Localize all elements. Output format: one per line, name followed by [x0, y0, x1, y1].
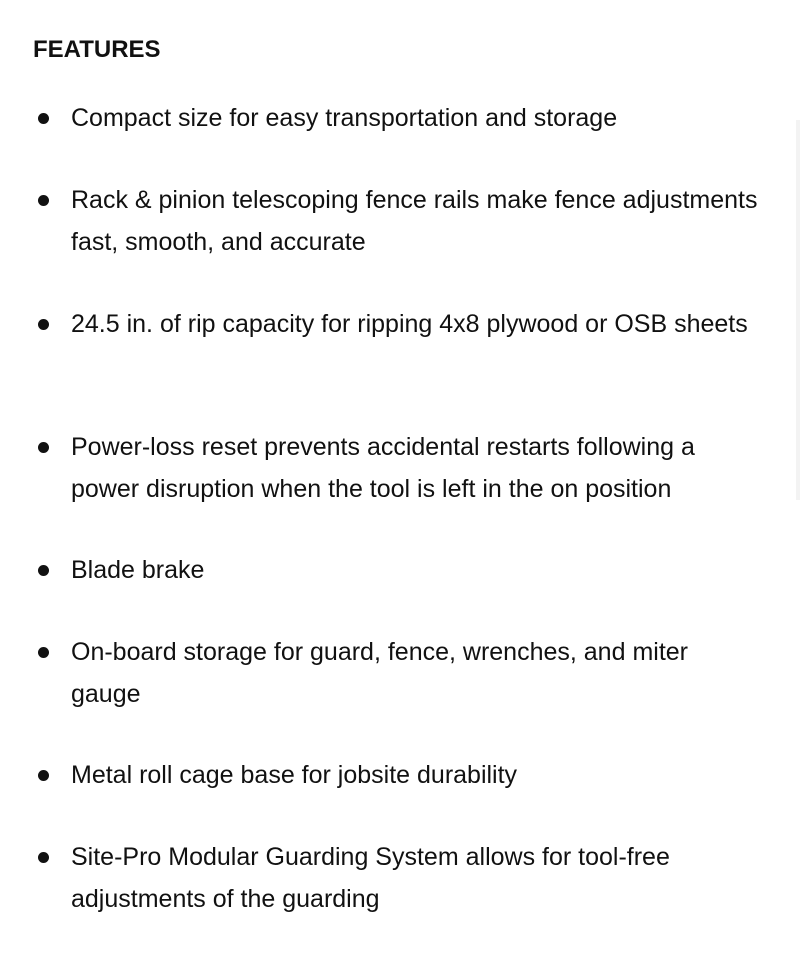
bullet-icon — [38, 565, 49, 576]
bullet-icon — [38, 113, 49, 124]
section-title: FEATURES — [33, 36, 161, 63]
bullet-icon — [38, 770, 49, 781]
feature-text: Blade brake — [71, 556, 205, 584]
bullet-icon — [38, 442, 49, 453]
feature-text: On-board storage for guard, fence, wrenches, and miter gauge — [71, 638, 688, 708]
bullet-icon — [38, 852, 49, 863]
feature-text: Rack & pinion telescoping fence rails make fence adjustments fast, smooth, and accurate — [71, 186, 758, 256]
bullet-icon — [38, 319, 49, 330]
feature-text: Power-loss reset prevents accidental restarts following a power disruption when the tool is left in the on position — [71, 433, 695, 503]
scrollbar-track[interactable] — [796, 120, 800, 500]
bullet-icon — [38, 647, 49, 658]
feature-text: Site-Pro Modular Guarding System allows for tool-free adjustments of the guarding — [71, 843, 670, 913]
bullet-icon — [38, 195, 49, 206]
feature-text: Compact size for easy transportation and storage — [71, 104, 618, 132]
feature-text: Metal roll cage base for jobsite durability — [71, 761, 518, 789]
feature-text: 24.5 in. of rip capacity for ripping 4x8 plywood or OSB sheets — [71, 310, 748, 338]
